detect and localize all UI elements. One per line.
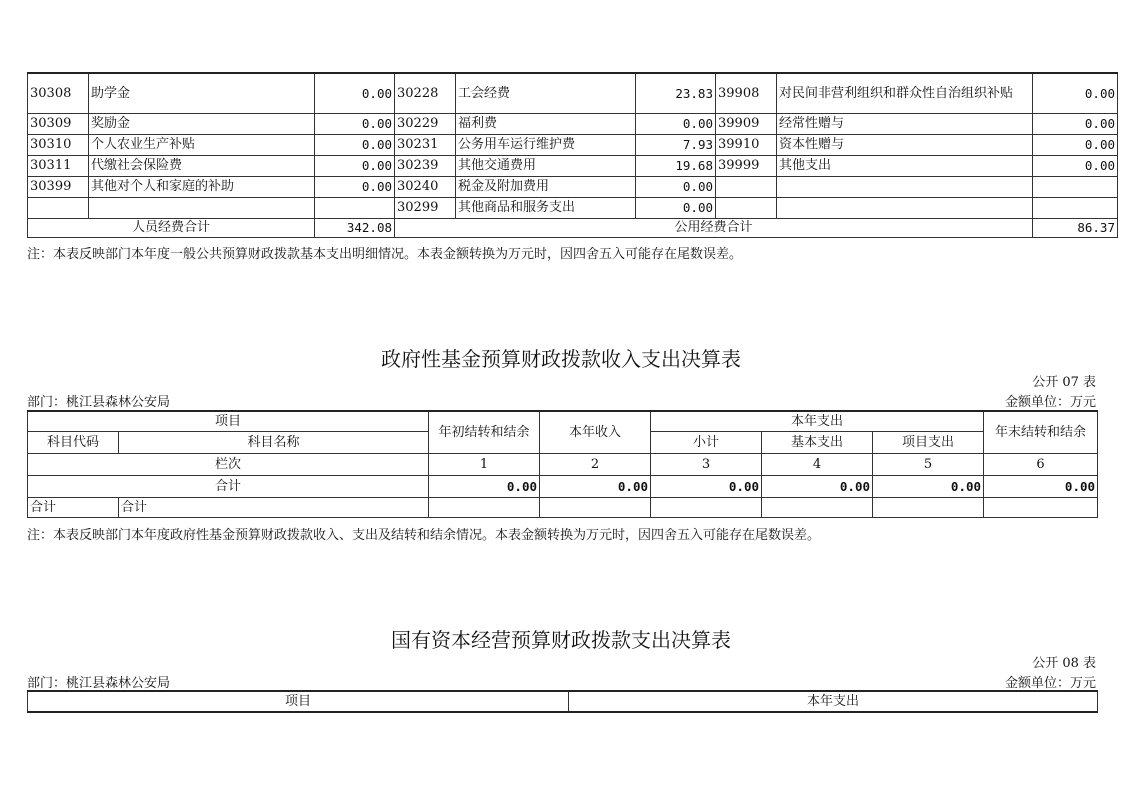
col-number: 4: [762, 453, 873, 475]
public-total-label: 公用经费合计: [395, 218, 1033, 237]
table-row: [28, 113, 1118, 134]
subject-name-cell: 其他支出: [777, 155, 1033, 176]
table06-note: 注：本表反映部门本年度一般公共预算财政拨款基本支出明细情况。本表金额转换为万元时，因四舍五入可能存在尾数误差。: [27, 247, 743, 262]
subject-name-cell: 公务用车运行维护费: [456, 134, 636, 155]
basic-expense-table: [27, 72, 1118, 238]
subject-name-cell: 其他对个人和家庭的补助: [89, 176, 315, 197]
subject-code-cell: 30399: [28, 176, 89, 197]
amount-cell: 0.00: [315, 73, 395, 113]
subject-code-cell: 39910: [716, 134, 777, 155]
header-item: 项目: [28, 411, 429, 431]
total-value: 0.00: [651, 475, 762, 497]
amount-cell: 0.00: [315, 134, 395, 155]
subject-code-cell: 30240: [395, 176, 456, 197]
header-expense: 本年支出: [569, 691, 1098, 712]
subject-name-cell: [777, 197, 1033, 218]
subject-name-cell: [89, 197, 315, 218]
empty-cell: [762, 497, 873, 517]
amount-cell: 0.00: [636, 197, 716, 218]
table07-note: 注：本表反映部门本年度政府性基金预算财政拨款收入、支出及结转和结余情况。本表金额转换为万元时，因四舍五入可能存在尾数误差。: [27, 528, 821, 543]
subject-code-cell: 30231: [395, 134, 456, 155]
subject-code-cell: [716, 176, 777, 197]
subject-name-cell: 工会经费: [456, 73, 636, 113]
subject-name-cell: 代缴社会保险费: [89, 155, 315, 176]
header-item: 项目: [28, 691, 569, 712]
amount-cell: 0.00: [315, 176, 395, 197]
total-value: 0.00: [984, 475, 1098, 497]
col-number: 5: [873, 453, 984, 475]
header-name: 科目名称: [119, 431, 429, 453]
amount-cell: [315, 197, 395, 218]
col-number: 2: [540, 453, 651, 475]
amount-cell: 0.00: [315, 113, 395, 134]
row-number-label: 栏次: [28, 453, 429, 475]
amount-cell: 7.93: [636, 134, 716, 155]
subject-code-cell: 39908: [716, 73, 777, 113]
amount-cell: 0.00: [315, 155, 395, 176]
header-code: 科目代码: [28, 431, 119, 453]
total-value: 0.00: [540, 475, 651, 497]
state-capital-table: [27, 690, 1098, 713]
amount-cell: 0.00: [1033, 134, 1118, 155]
empty-cell: [429, 497, 540, 517]
total-label: 合计: [28, 475, 429, 497]
header-project: 项目支出: [873, 431, 984, 453]
subject-code-cell: 39909: [716, 113, 777, 134]
gov-fund-table: [27, 410, 1098, 518]
subject-name-cell: 奖励金: [89, 113, 315, 134]
table07-unit: 金额单位：万元: [1004, 395, 1096, 410]
subject-code-cell: 30239: [395, 155, 456, 176]
table-row: [28, 197, 1118, 218]
table08-unit: 金额单位：万元: [1004, 676, 1096, 691]
col-number: 6: [984, 453, 1098, 475]
subject-name-cell: 助学金: [89, 73, 315, 113]
subject-name-cell: 合计: [119, 497, 429, 517]
header-income: 本年收入: [540, 411, 651, 453]
subject-name-cell: 其他商品和服务支出: [456, 197, 636, 218]
subject-name-cell: 个人农业生产补贴: [89, 134, 315, 155]
table-row: [28, 73, 1118, 113]
public-total-value: 86.37: [1033, 218, 1118, 237]
table08-code: 公开 08 表: [1032, 656, 1096, 671]
subject-code-cell: 30228: [395, 73, 456, 113]
amount-cell: [1033, 176, 1118, 197]
subject-code-cell: [716, 197, 777, 218]
subject-code-cell: 30309: [28, 113, 89, 134]
col-number: 1: [429, 453, 540, 475]
empty-cell: [984, 497, 1098, 517]
subject-code-cell: 30229: [395, 113, 456, 134]
subject-name-cell: [777, 176, 1033, 197]
amount-cell: 0.00: [1033, 155, 1118, 176]
table07-title: 政府性基金预算财政拨款收入支出决算表: [381, 347, 741, 371]
subject-code-cell: 30311: [28, 155, 89, 176]
header-end-balance: 年末结转和结余: [984, 411, 1098, 453]
table-row: [28, 176, 1118, 197]
amount-cell: 0.00: [636, 176, 716, 197]
table08-title: 国有资本经营预算财政拨款支出决算表: [391, 628, 731, 652]
subject-code-cell: 合计: [28, 497, 119, 517]
empty-cell: [540, 497, 651, 517]
table-row: [28, 134, 1118, 155]
header-subtotal: 小计: [651, 431, 762, 453]
subject-code-cell: 30308: [28, 73, 89, 113]
amount-cell: 0.00: [1033, 73, 1118, 113]
personnel-total-label: 人员经费合计: [28, 218, 315, 237]
subject-code-cell: 30299: [395, 197, 456, 218]
subject-name-cell: 税金及附加费用: [456, 176, 636, 197]
header-expense: 本年支出: [651, 411, 984, 431]
table-row: [28, 155, 1118, 176]
subject-code-cell: [28, 197, 89, 218]
empty-cell: [651, 497, 762, 517]
table07-code: 公开 07 表: [1032, 375, 1096, 390]
table07-dept: 部门：桃江县森林公安局: [27, 395, 171, 410]
subject-name-cell: 经常性赠与: [777, 113, 1033, 134]
personnel-total-value: 342.08: [315, 218, 395, 237]
amount-cell: 0.00: [1033, 113, 1118, 134]
total-value: 0.00: [429, 475, 540, 497]
total-value: 0.00: [873, 475, 984, 497]
header-begin-balance: 年初结转和结余: [429, 411, 540, 453]
total-row: [28, 218, 1118, 237]
subject-code-cell: 30310: [28, 134, 89, 155]
amount-cell: 19.68: [636, 155, 716, 176]
amount-cell: 0.00: [636, 113, 716, 134]
amount-cell: 23.83: [636, 73, 716, 113]
header-basic: 基本支出: [762, 431, 873, 453]
subject-name-cell: 其他交通费用: [456, 155, 636, 176]
subject-name-cell: 资本性赠与: [777, 134, 1033, 155]
amount-cell: [1033, 197, 1118, 218]
col-number: 3: [651, 453, 762, 475]
subject-code-cell: 39999: [716, 155, 777, 176]
subject-name-cell: 对民间非营利组织和群众性自治组织补贴: [777, 73, 1033, 113]
subject-name-cell: 福利费: [456, 113, 636, 134]
total-value: 0.00: [762, 475, 873, 497]
table08-dept: 部门：桃江县森林公安局: [27, 676, 171, 691]
empty-cell: [873, 497, 984, 517]
